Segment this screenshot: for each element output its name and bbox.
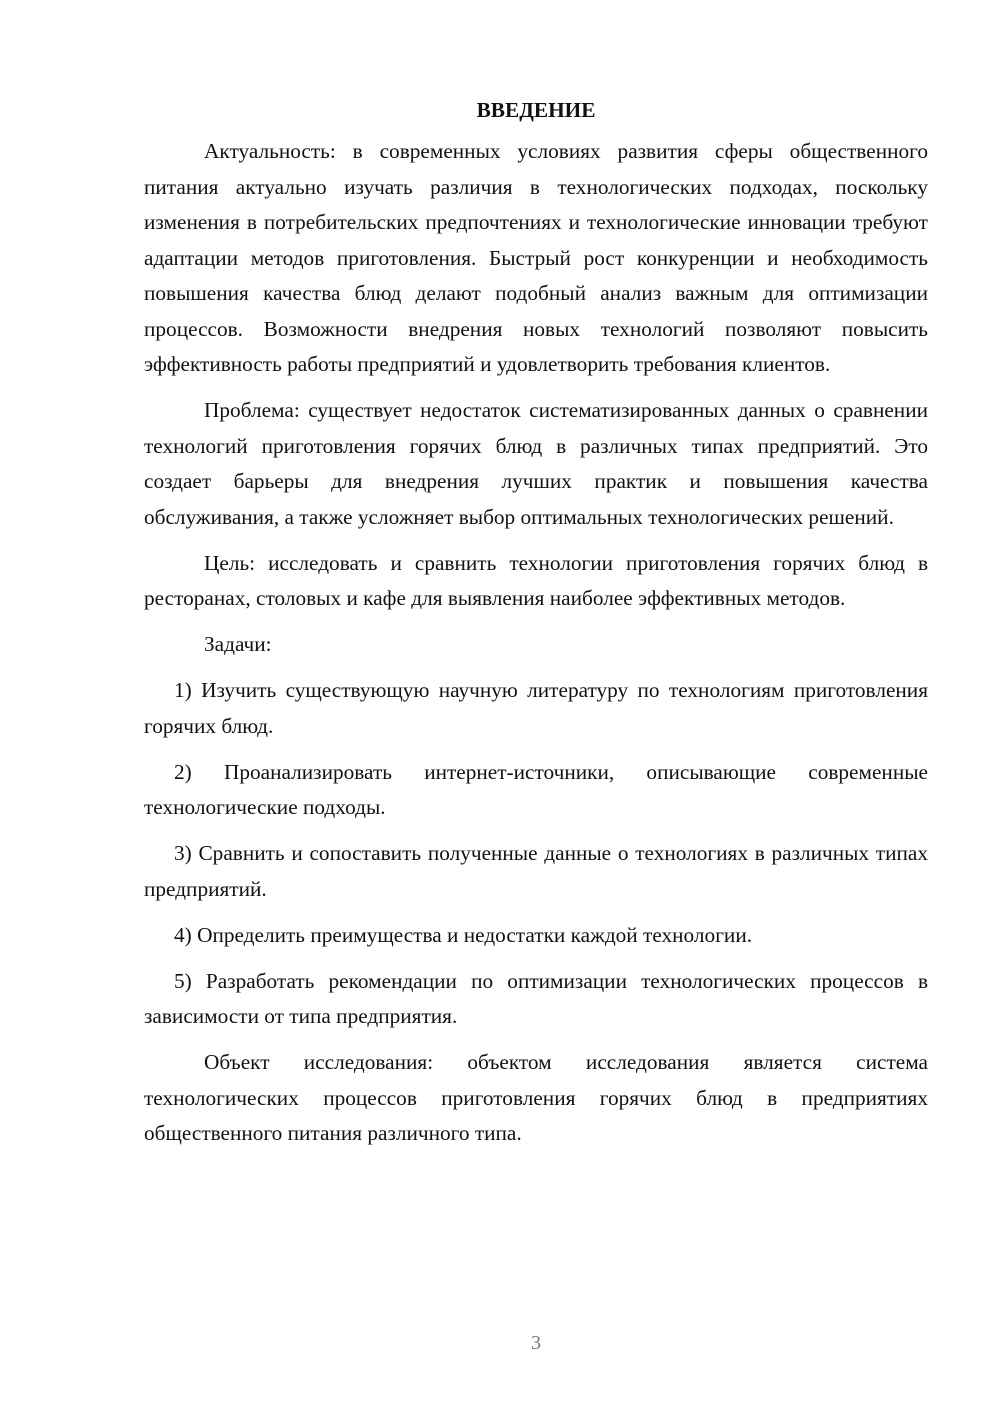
task-item-4: 4) Определить преимущества и недостатки каждой технологии. bbox=[174, 922, 753, 947]
task-item-1: 1) Изучить существующую научную литературу по технологиям приготовления горячих блюд. bbox=[144, 678, 928, 738]
paragraph-relevance: Актуальность: в современных условиях развития сферы общественного питания актуально изучать различия в технологических подходах, поскольку изменения в потребительских предпочтениях и технологические инновации требуют адаптации методов приготовления. Быстрый рост конкуренции и необходимость повышения качества блюд делают подобный анализ важным для оптимизации процессов. Возможности внедрения новых технологий позволяют повысить эффективность работы предприятий и удовлетворить требования клиентов. bbox=[144, 139, 928, 376]
paragraph-object: Объект исследования: объектом исследования является система технологических процессов приготовления горячих блюд в предприятиях общественного питания различного типа. bbox=[144, 1050, 928, 1145]
tasks-heading: Задачи: bbox=[204, 632, 272, 656]
task-item-3: 3) Сравнить и сопоставить полученные данные о технологиях в различных типах предприятий. bbox=[144, 841, 928, 901]
task-item-5: 5) Разработать рекомендации по оптимизации технологических процессов в зависимости от типа предприятия. bbox=[144, 968, 928, 1028]
page-number: 3 bbox=[531, 1332, 541, 1354]
section-title: ВВЕДЕНИЕ bbox=[476, 98, 596, 122]
document-page bbox=[144, 92, 928, 1162]
paragraph-problem: Проблема: существует недостаток систематизированных данных о сравнении технологий приготовления горячих блюд в различных типах предприятий. Это создает барьеры для внедрения лучших практик и повышения качества обслуживания, а также усложняет выбор оптимальных технологических решений. bbox=[144, 398, 928, 529]
paragraph-goal: Цель: исследовать и сравнить технологии приготовления горячих блюд в ресторанах, столовых и кафе для выявления наиболее эффективных методов. bbox=[144, 550, 928, 610]
task-item-2: 2) Проанализировать интернет-источники, описывающие современные технологические подходы. bbox=[144, 759, 928, 819]
